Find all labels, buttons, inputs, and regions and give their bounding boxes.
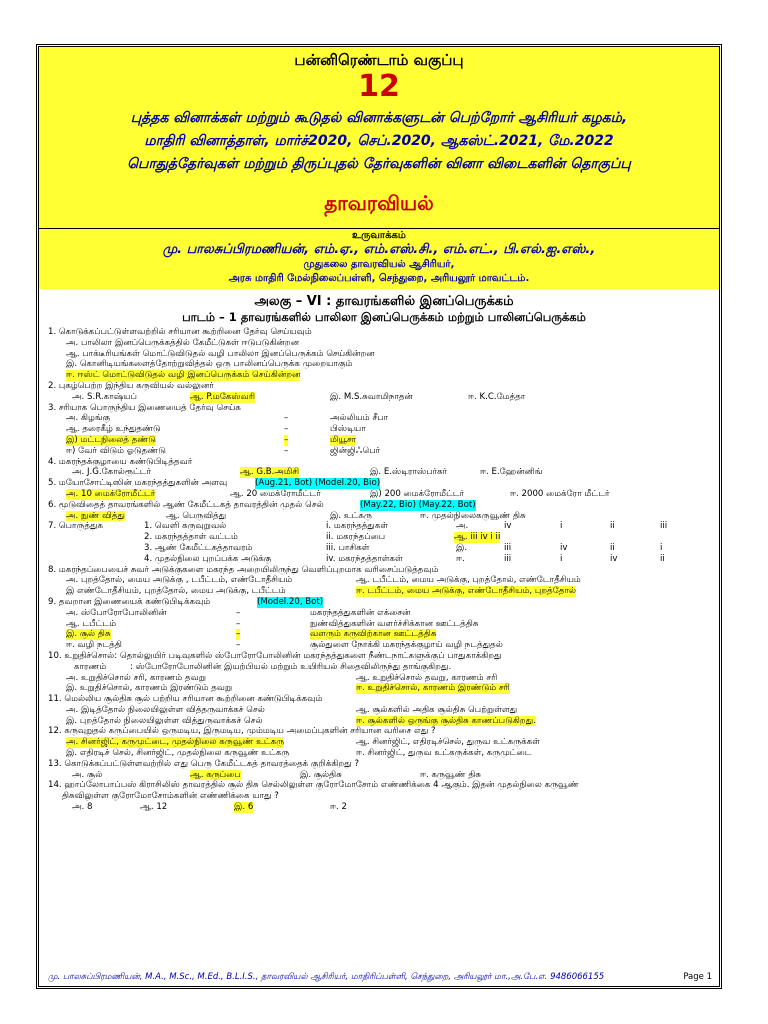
question-text: i — [560, 521, 563, 532]
answer-highlight: ஆ. P.மகேஸ்வரி — [190, 391, 256, 402]
question-text: அ. சூல் — [72, 769, 103, 780]
question-text: : ஸ்போரோபோலினின் இயற்பியல் மற்றும் உயிரியல் சிதைவிலிருந்து தாங்குகிறது. — [130, 661, 452, 672]
answer-highlight: மியூசா — [330, 434, 357, 445]
grade-number: 12 — [358, 69, 400, 104]
question-text: 3. ஆண் கேமீட்டகத்தாவரம் — [144, 542, 253, 553]
author-block — [39, 228, 719, 289]
question-text: – — [236, 640, 241, 651]
question-row — [48, 424, 712, 435]
grade-title: பன்னிரெண்டாம் வகுப்பு — [294, 51, 464, 69]
question-text: 10. உறுதிச்சொல்: தொல்லுயிர் படிவுகளில் ஸ்போரோபோலினின் மகரந்தத்துகளை நீண்டநாட்களுக்குப் பாதுகாக்கிறது — [48, 650, 502, 661]
question-text: அல்லியம் சீபா — [330, 413, 389, 424]
question-row — [48, 737, 712, 748]
question-text: திசுவிலுள்ள குரோமோசோம்களின் எண்ணிக்கை யாது ? — [62, 791, 279, 802]
question-text: சூல்துளை நோக்கி மகரந்தக்குழாய் வழி நடத்துதல் — [310, 640, 503, 651]
question-text: ஈ. K.C.மேத்தா — [468, 391, 526, 402]
question-row — [48, 597, 712, 608]
question-row — [48, 338, 712, 349]
answer-highlight: இ. சூல் திசு — [66, 629, 111, 640]
question-row — [48, 554, 712, 565]
question-text: 6. மூடுவிதைத் தாவரங்களில் ஆண் கேமீட்டகத் தாவரத்தின் முதல் செல் — [48, 499, 324, 510]
answer-highlight: ஈ. உறுதிச்சொல், காரணம் இரண்டும் சரி — [356, 683, 510, 694]
question-row — [48, 489, 712, 500]
question-text: 1. வெளி கருவுறுவல் — [144, 521, 227, 532]
question-text: ஆ. 20 மைக்ரோமீட்டர் — [230, 488, 321, 499]
question-text: ஈ. 2 — [330, 802, 347, 813]
question-text: iv — [504, 521, 512, 532]
question-text: ii. மகரந்தப்பை — [326, 532, 386, 543]
answer-highlight: இ. 6 — [234, 802, 254, 813]
title-banner — [39, 47, 719, 231]
answer-highlight: வளரும் கருவிற்கான ஊட்டத்திசு — [310, 629, 437, 640]
question-text: ஈ. — [456, 553, 465, 564]
question-text: அ. இடித்தோல் நிலையிலுள்ள வித்தருவாக்கச் செல் — [66, 704, 265, 715]
question-text: i. மகரந்தத்துகள் — [326, 521, 389, 532]
question-text: ஆ. உறுதிச்சொல் தவறு, காரணம் சரி — [356, 672, 498, 683]
question-text: ஈ. 2000 மைக்ரோ மீட்டர் — [510, 488, 610, 499]
footer-credit: மு. பாலசுப்பிரமணியன், M.A., M.Sc., M.Ed., B.L.I.S., தாவரவியல் ஆசிரியர், மாதிரிப்பள்ளி, செந்துறை, அரியலூர் மா.,அ.பே.எ. 9486066155 — [48, 972, 605, 982]
question-row — [48, 349, 712, 360]
question-text: ஆ. 12 — [140, 802, 168, 813]
question-text: 1. கொடுக்கப்பட்டுள்ளவற்றில் சரியான கூற்றினை தேர்வு செய்யவும் — [48, 327, 312, 337]
question-text: அ. பாலிலா இனப்பெருக்கத்தில் கேமீட்டுகள் ஈடுபடுகின்றன — [66, 337, 300, 348]
question-text: இ. சூல்திசு — [300, 769, 342, 780]
question-text: 11. மெல்லிய சூல்திசு சூல் பற்றிய சரியான கூற்றினை கண்டுபிடிக்கவும் — [48, 694, 323, 705]
question-text: ii — [610, 542, 615, 553]
author-role: முதுகலை தாவரவியல் ஆசிரியர், — [303, 259, 455, 270]
question-row — [48, 780, 712, 791]
question-text: இ எண்டோதீசியம், புறத்தோல், மைய அடுக்கு, டபீட்டம் — [66, 586, 286, 597]
answer-highlight: ஆ. G.B.அமிசி — [240, 467, 300, 478]
answer-highlight: ஆ. கருப்பை — [190, 769, 241, 780]
answer-highlight: – — [236, 629, 241, 640]
question-text: பிஸ்டியா — [330, 424, 366, 435]
question-text: ஆ. டபீட்டம், மைய அடுக்கு, புறத்தோல், எண்டோதீசியம் — [356, 575, 581, 586]
question-text: – — [236, 607, 241, 618]
question-text: iv — [610, 553, 618, 564]
question-text: அ. புறத்தோல், மைய அடுக்கு , டபீட்டம், எண்டோதீசியம் — [66, 575, 293, 586]
question-row — [48, 500, 712, 511]
question-text: அ. உறுதிச்சொல் சரி, காரணம் தவறு — [66, 672, 207, 683]
question-row — [48, 381, 712, 392]
exam-source-tag: (May.22, Bio) (May.22, Bot) — [360, 499, 476, 510]
question-row — [48, 673, 712, 684]
question-text: 8. மகரந்தப்பையைச் சுவர் அடுக்குகளை மகரந்த அறையிலிருந்து வெளிப்புறமாக வரிசைப்படுத்தவும் — [48, 564, 439, 575]
question-text: இ. — [456, 542, 468, 553]
question-text: 13. கொடுக்கப்பட்டுள்ளவற்றில் எது பெரு கேமீட்டகத் தாவரத்தைக் குறிக்கிறது ? — [48, 758, 360, 769]
question-text: இ. உறுதிச்சொல், காரணம் இரண்டும் தவறு — [66, 683, 233, 694]
question-text: ஈ. சினர்ஜிட், துருவ உட்கருக்கள், கருமுட்டை — [356, 748, 532, 759]
question-text: அ. — [456, 521, 469, 532]
question-text: இ. M.S.சுவாமிநாதன் — [330, 391, 413, 402]
question-row — [48, 521, 712, 532]
question-text: i — [560, 553, 563, 564]
question-text: இ. எதிரடிச் செல், சினர்ஜிட், முதல்நிலை கருவூண் உட்கரு — [66, 748, 290, 759]
question-text: 2. புகழ்பெற்ற இந்திய கருவியல் வல்லுனர் — [48, 380, 214, 391]
question-row — [48, 694, 712, 705]
question-text: 4. முதல்நிலை புறப்பக்க அடுக்கு — [144, 553, 272, 564]
question-text: ஈ. கருவூண் திசு — [420, 769, 481, 780]
question-row — [48, 327, 712, 338]
answer-highlight: அ. 10 மைக்ரோமீட்டர் — [66, 488, 156, 499]
answer-highlight: ஈ. ஈஸ்ட் மொட்டுவிடுதல் வழி இனப்பெருக்கம் செய்கின்றன — [66, 370, 301, 381]
unit-title: அலகு – VI : தாவரங்களில் இனப்பெருக்கம் — [254, 294, 514, 309]
collection-line-1: புத்தக வினாக்கள் மற்றும் கூடுதல் வினாக்களுடன் பெற்றோர் ஆசிரியர் கழகம், — [130, 110, 628, 126]
exam-source-tag: (Aug.21, Bot) (Model.20, Bio) — [255, 478, 381, 489]
question-row — [48, 543, 712, 554]
question-text: இ. புறத்தோல் நிலையிலுள்ள வித்துருவாக்கச் செல் — [66, 715, 263, 726]
question-text: ஆ. சூல்களில் அதிக சூல்திசு பெற்றுள்ளது — [356, 704, 518, 715]
question-row — [48, 726, 712, 737]
question-text: – — [284, 413, 289, 424]
question-text: மகரந்தத்துகளின் எக்சைன் — [310, 607, 411, 618]
question-row — [48, 370, 712, 381]
question-text: அ. S.R.காஷ்யப் — [72, 391, 137, 402]
question-text: ஆ. தரைகீழ் உந்துதண்டு — [66, 424, 161, 435]
question-text: iv — [560, 542, 568, 553]
question-text: iii. பாசிகள் — [326, 542, 370, 553]
question-row — [48, 478, 712, 489]
answer-highlight: அ. நுண் வித்து — [66, 510, 125, 521]
collection-line-3: பொதுத்தேர்வுகள் மற்றும் திருப்புதல் தேர்வுகளின் வினா விடைகளின் தொகுப்பு — [127, 156, 631, 172]
question-text: iii — [660, 521, 668, 532]
answer-highlight: ஆ. iii iv i ii — [454, 532, 501, 543]
question-text: 7. பொருத்துக — [48, 521, 104, 532]
question-text: 12. கருவுறுதல் கருப்பையில் ஒருமடிய, இருமடிய, மும்மடிய அமைப்புகளின் சரியான வரிசை எது ? — [48, 726, 436, 737]
question-row — [48, 716, 712, 727]
page-footer — [48, 972, 712, 983]
answer-highlight: ஈ. டபீட்டம், மைய அடுக்கு, எண்டோதீசியம், புறத்தோல் — [356, 586, 577, 597]
question-text: iii — [504, 553, 512, 564]
question-text: – — [236, 618, 241, 629]
question-text: அ. J.G.கோல்ரூட்டர் — [72, 467, 152, 478]
question-row — [48, 791, 712, 802]
question-text: i — [660, 542, 663, 553]
question-text: – — [284, 445, 289, 456]
question-row — [48, 403, 712, 414]
question-row — [48, 619, 712, 630]
question-row — [48, 629, 712, 640]
question-row — [48, 575, 712, 586]
question-text: ஈ. E.ஹேன்னிங் — [480, 467, 543, 478]
question-row — [48, 586, 712, 597]
question-text: இ. கொனிடியங்களைத்தோற்றுவித்தல் ஒரு பாலினப்பெருக்க முறையாகும் — [66, 359, 353, 370]
question-text: அ. 8 — [72, 802, 93, 813]
question-text: ஜின்ஜிஃபெர் — [330, 445, 381, 456]
answer-highlight: – — [284, 434, 289, 445]
question-row — [48, 759, 712, 770]
question-text: அ. ஸ்போரோபோலினின் — [66, 607, 167, 618]
question-text: 4. மகரந்தக்குழாயை கண்டுபிடித்தவர் — [48, 456, 193, 467]
question-row — [48, 565, 712, 576]
question-row — [48, 446, 712, 457]
question-row — [48, 748, 712, 759]
question-row — [48, 608, 712, 619]
question-text: ஈ. முதல்நிலைகருவூண் திசு — [420, 510, 526, 521]
question-text: ஆ. பெருவித்து — [166, 510, 227, 521]
question-text: ஈ. வழி நடத்தி — [66, 640, 122, 651]
author-label: உருவாக்கம் — [352, 230, 406, 241]
question-row — [48, 662, 712, 673]
question-row — [48, 683, 712, 694]
answer-highlight: இ) மட்டநிலைத் தண்டு — [66, 434, 156, 445]
author-name: மு. பாலசுப்பிரமணியன், எம்.ஏ., எம்.எஸ்.சி., எம்.எட்., பி.எல்.ஐ.எஸ்., — [162, 242, 596, 257]
answer-highlight: ஈ. சூல்களில் ஒருங்கு சூல்திசு காணப்படுகிறது. — [356, 715, 536, 726]
collection-line-2: மாதிரி வினாத்தாள், மார்ச்2020, செப்.2020, ஆகஸ்ட்.2021, மே.2022 — [144, 133, 614, 149]
question-text: 5. மயோசோட்டிஸின் மகரந்தத்துகளின் அளவு — [48, 478, 228, 489]
question-text: 2. மகரந்தத்தாள் வட்டம் — [144, 532, 238, 543]
question-text: ஆ. சினர்ஜிட், எதிரடிச்செல், துருவ உட்கருக்கள் — [356, 737, 540, 748]
question-row — [48, 457, 712, 468]
question-text: 9. தவறான இணையைக் கண்டுபிடிக்கவும் — [48, 596, 211, 607]
question-row — [48, 705, 712, 716]
question-row — [48, 392, 712, 403]
question-row — [48, 532, 712, 543]
question-text: நுண்வித்துகளின் வளர்ச்சிக்கான ஊட்டத்திசு — [310, 618, 479, 629]
question-text: ஈ) வேர் விடும் ஓடுதண்டு — [66, 445, 166, 456]
question-text: இ. உட்கரு — [330, 510, 372, 521]
question-row — [48, 640, 712, 651]
page-number: Page 1 — [683, 972, 712, 982]
question-row — [48, 770, 712, 781]
question-row — [48, 467, 712, 478]
question-text: iv. மகரந்தத்தாள்கள் — [326, 553, 403, 564]
question-text: – — [284, 424, 289, 435]
question-list — [48, 327, 712, 813]
question-text: காரணம் — [74, 661, 107, 672]
question-text: இ) 200 மைக்ரோமீட்டர் — [370, 488, 465, 499]
question-row — [48, 511, 712, 522]
question-row — [48, 435, 712, 446]
subject-title: தாவரவியல் — [324, 191, 434, 215]
question-row — [48, 359, 712, 370]
exam-source-tag: (Model.20, Bot) — [257, 596, 324, 607]
question-text: ஆ. பாக்டீரியங்கள் மொட்டுவிடுதல் வழி பாலிலா இனப்பெருக்கம் செய்கின்றன — [66, 348, 375, 359]
question-text: 14. ஹாப்லோபாப்பஸ் கிராசிலிஸ் தாவரத்தில் சூல் திசு செல்லிலுள்ள குரோமோசோம் எண்ணிக்கை 4 ஆகும். இதன் முதல்நிலை கருவூண் — [48, 780, 579, 791]
question-text: ஆ. டபீட்டம் — [66, 618, 117, 629]
question-text: iii — [504, 542, 512, 553]
author-school: அரசு மாதிரி மேல்நிலைப்பள்ளி, செந்துறை, அரியலூர் மாவட்டம். — [228, 273, 530, 284]
question-text: அ. கிழங்கு — [66, 413, 111, 424]
question-text: இ. E.ஸ்டிராஸ்பர்கர் — [370, 467, 448, 478]
question-row — [48, 651, 712, 662]
lesson-title: பாடம் – 1 தாவரங்களில் பாலிலா இனப்பெருக்கம் மற்றும் பாலினப்பெருக்கம் — [182, 310, 586, 324]
answer-highlight: அ. சினர்ஜிட், கருமுட்டை, முதல்நிலை கருவூண் உட்கரு — [66, 737, 285, 748]
question-text: ii — [660, 553, 665, 564]
question-text: 3. சரியாக பொருந்திய இணையைத் தேர்வு செய்க — [48, 402, 241, 413]
question-text: ii — [610, 521, 615, 532]
question-row — [48, 802, 712, 813]
question-row — [48, 413, 712, 424]
